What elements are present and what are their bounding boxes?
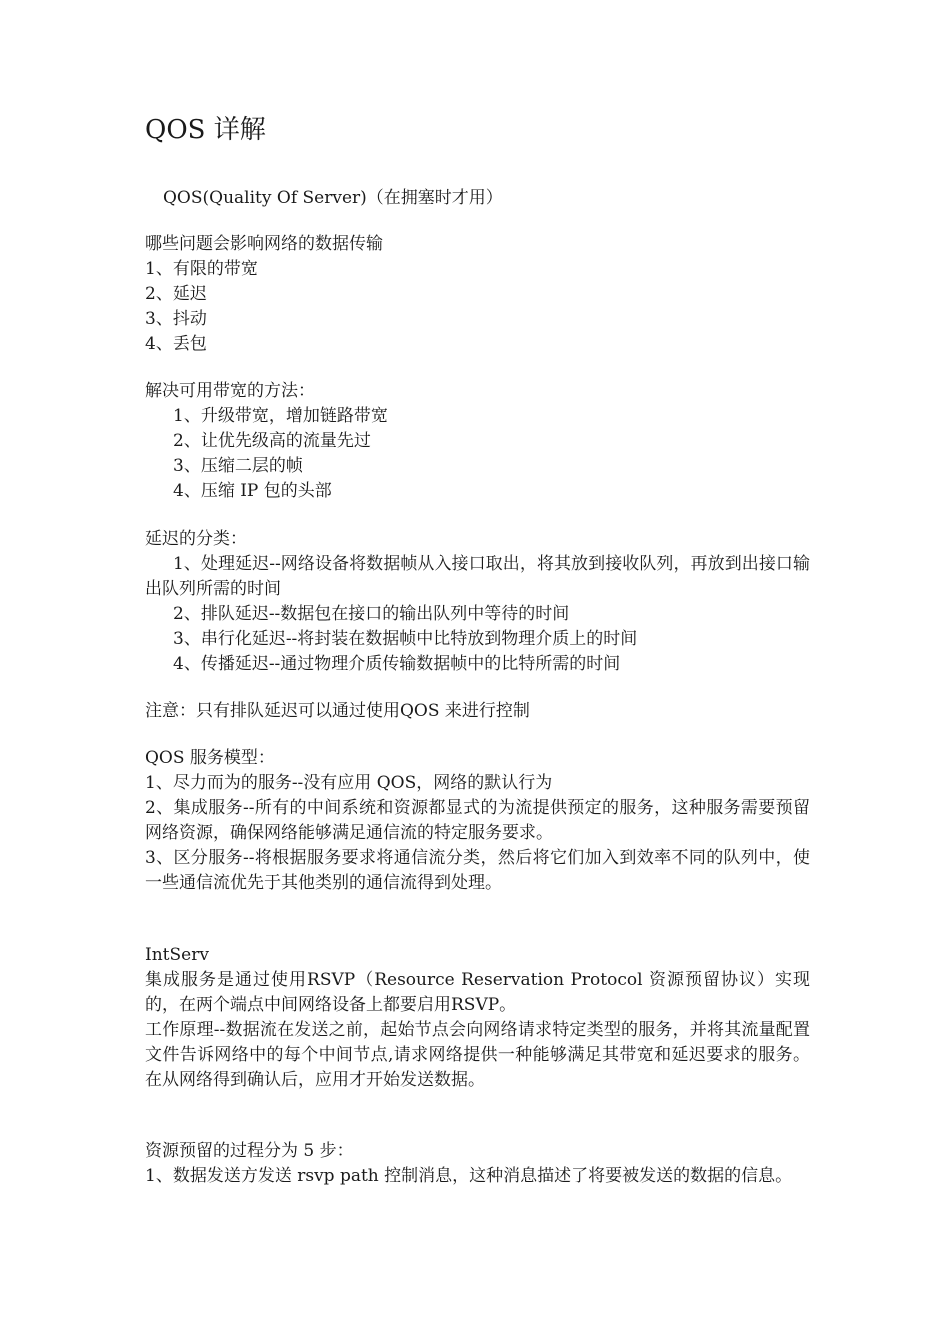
list-item: 2、让优先级高的流量先过: [173, 431, 371, 451]
list-item: 4、压缩 IP 包的头部: [173, 481, 332, 501]
section-rsvp: [145, 1139, 810, 1189]
list-item: 1、升级带宽，增加链路带宽: [173, 406, 388, 426]
list-item: 2、排队延迟--数据包在接口的输出队列中等待的时间: [173, 604, 570, 624]
paragraph: 集成服务是通过使用RSVP（Resource Reservation Protocol 资源预留协议）实现的，在两个端点中间网络设备上都要启用RSVP。: [145, 970, 810, 1015]
section-issues: [145, 232, 810, 357]
list-item: 1、数据发送方发送 rsvp path 控制消息，这种消息描述了将要被发送的数据的信息。: [145, 1166, 793, 1186]
page-subtitle: QOS(Quality Of Server)（在拥塞时才用）: [163, 188, 503, 208]
page-title: QOS 详解: [145, 115, 266, 145]
note-text: 注意：只有排队延迟可以通过使用QOS 来进行控制: [145, 701, 530, 721]
section-models: [145, 746, 810, 896]
paragraph: 工作原理--数据流在发送之前，起始节点会向网络请求特定类型的服务，并将其流量配置文件告诉网络中的每个中间节点,请求网络提供一种能够满足其带宽和延迟要求的服务。在从网络得到确认后，应用才开始发送数据。: [145, 1020, 810, 1090]
list-item: 3、抖动: [145, 309, 207, 329]
section-delay: [145, 527, 810, 677]
section-heading: 资源预留的过程分为 5 步：: [145, 1141, 354, 1161]
list-item: 3、压缩二层的帧: [173, 456, 303, 476]
section-intserv: [145, 943, 810, 1093]
list-item: 3、区分服务--将根据服务要求将通信流分类，然后将它们加入到效率不同的队列中，使一些通信流优先于其他类别的通信流得到处理。: [145, 848, 810, 893]
section-heading: 哪些问题会影响网络的数据传输: [145, 234, 383, 254]
section-heading: 解决可用带宽的方法：: [145, 381, 315, 401]
list-item: 1、处理延迟--网络设备将数据帧从入接口取出，将其放到接收队列，再放到出接口输出队列所需的时间: [145, 554, 810, 599]
section-heading: 延迟的分类：: [145, 529, 247, 549]
list-item: 1、有限的带宽: [145, 259, 258, 279]
list-item: 4、传播延迟--通过物理介质传输数据帧中的比特所需的时间: [173, 654, 621, 674]
section-heading: QOS 服务模型：: [145, 748, 275, 768]
list-item: 3、串行化延迟--将封装在数据帧中比特放到物理介质上的时间: [173, 629, 638, 649]
section-bandwidth: [145, 379, 810, 504]
list-item: 2、延迟: [145, 284, 207, 304]
list-item: 4、丢包: [145, 334, 207, 354]
list-item: 1、尽力而为的服务--没有应用 QOS，网络的默认行为: [145, 773, 553, 793]
section-heading: IntServ: [145, 945, 209, 965]
note: [145, 699, 810, 724]
list-item: 2、集成服务--所有的中间系统和资源都显式的为流提供预定的服务，这种服务需要预留网络资源，确保网络能够满足通信流的特定服务要求。: [145, 798, 810, 843]
